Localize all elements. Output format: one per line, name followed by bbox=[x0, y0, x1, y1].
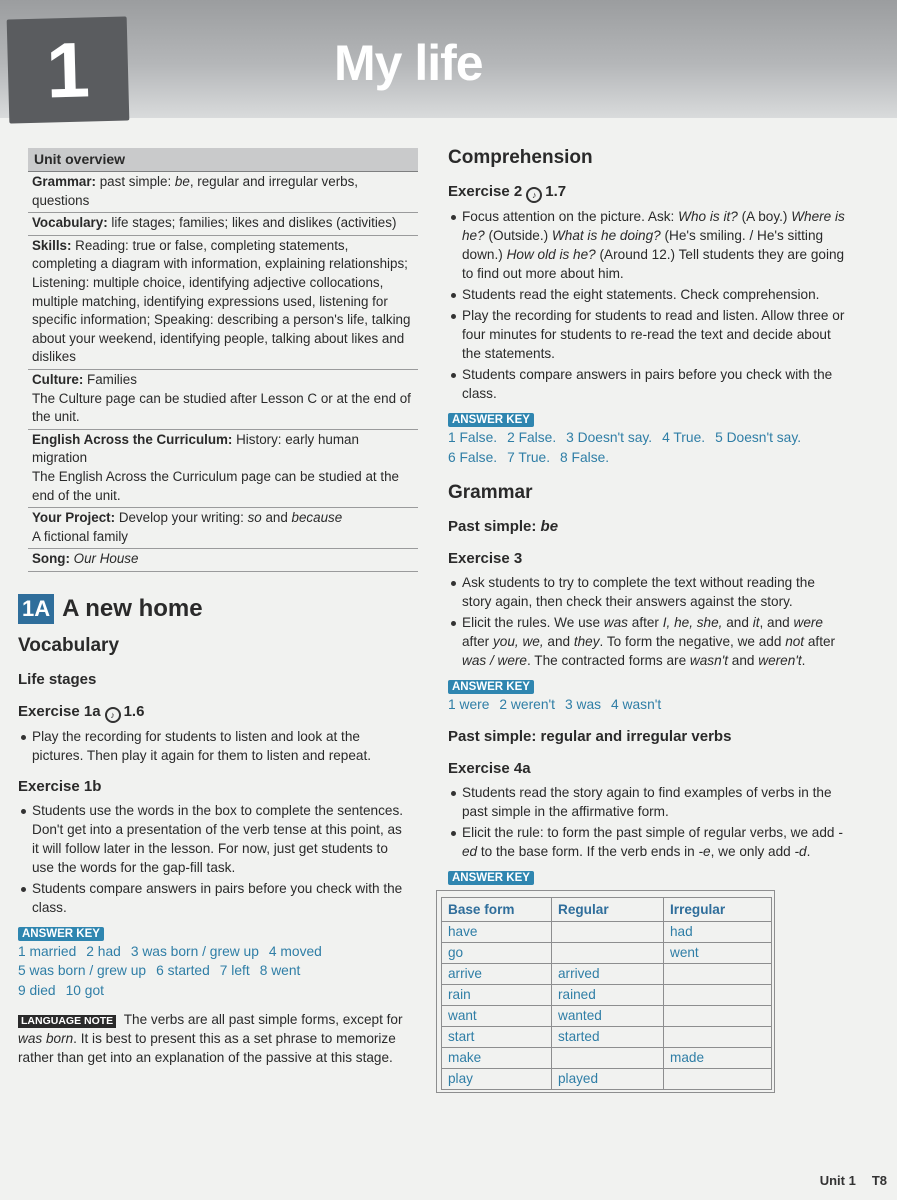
table-row bbox=[442, 921, 772, 942]
verb-forms-table bbox=[441, 897, 772, 1090]
exercise-1b-bullets bbox=[18, 801, 410, 917]
answer-key-label: ANSWER KEY bbox=[448, 413, 534, 427]
exercise-3-title: Exercise 3 bbox=[448, 550, 523, 567]
list-item: Students compare answers in pairs before you check with the class. bbox=[18, 879, 410, 917]
footer-page-number: T8 bbox=[871, 1173, 887, 1188]
list-item: Students read the story again to find examples of verbs in the past simple in the affirmative form. bbox=[448, 783, 848, 821]
answer-key-line: 1 were 2 weren't 3 was 4 wasn't bbox=[448, 697, 662, 712]
exercise-1b-title: Exercise 1b bbox=[18, 777, 102, 795]
list-item: Play the recording for students to listen and look at the pictures. Then play it again for them to listen and repeat. bbox=[18, 727, 410, 765]
exercise-2-title: Exercise 2 ♪ 1.7 bbox=[448, 182, 848, 203]
comprehension-heading: Comprehension bbox=[448, 147, 593, 168]
list-item: Students read the eight statements. Check comprehension. bbox=[448, 285, 848, 304]
answer-key-line: 6 False. 7 True. 8 False. bbox=[448, 449, 610, 465]
page-footer bbox=[804, 1171, 887, 1190]
table-cell: make bbox=[442, 1047, 552, 1068]
table-cell bbox=[552, 942, 664, 963]
table-cell: wanted bbox=[552, 1005, 664, 1026]
table-cell bbox=[664, 984, 772, 1005]
table-cell: have bbox=[442, 921, 552, 942]
table-cell: want bbox=[442, 1005, 552, 1026]
audio-icon: ♪ bbox=[526, 187, 542, 203]
exercise-1a-title: Exercise 1a ♪ 1.6 bbox=[18, 702, 410, 723]
section-1a-heading bbox=[18, 594, 410, 624]
overview-grammar: Grammar: past simple: be, regular and irregular verbs, questions bbox=[28, 172, 418, 213]
section-badge: 1A bbox=[18, 594, 54, 624]
verb-table-frame bbox=[436, 890, 775, 1093]
exercise-4a-title: Exercise 4a bbox=[448, 759, 531, 777]
past-simple-regular-heading: Past simple: regular and irregular verbs bbox=[448, 727, 732, 745]
list-item: Focus attention on the picture. Ask: Who is it? (A boy.) Where is he? (Outside.) What is he doing? (He's smiling. / He's sitting down.) How old is he? (Around 12.) Tell students they are going to find out more about him. bbox=[448, 207, 848, 283]
table-row bbox=[442, 963, 772, 984]
table-cell bbox=[664, 963, 772, 984]
overview-heading: Unit overview bbox=[28, 148, 418, 172]
language-note-label: LANGUAGE NOTE bbox=[18, 1015, 116, 1028]
grammar-heading: Grammar bbox=[448, 482, 533, 503]
overview-eac: English Across the Curriculum: History: early human migration The English Across the Curriculum page can be studied at the end of the unit. bbox=[28, 430, 418, 508]
overview-culture: Culture: Families The Culture page can be studied after Lesson C or at the end of the unit. bbox=[28, 370, 418, 430]
answer-key-label: ANSWER KEY bbox=[448, 871, 534, 885]
exercise-2-bullets bbox=[448, 207, 848, 403]
footer-unit: Unit 1 bbox=[819, 1173, 856, 1188]
table-row bbox=[442, 1047, 772, 1068]
table-cell: arrive bbox=[442, 963, 552, 984]
table-header-row bbox=[442, 897, 772, 921]
table-row bbox=[442, 1026, 772, 1047]
table-cell bbox=[664, 1068, 772, 1089]
left-column bbox=[18, 148, 410, 1067]
list-item: Elicit the rules. We use was after I, he, she, and it, and were after you, we, and they. To form the negative, we add not after was / were. The contracted forms are wasn't and weren't. bbox=[448, 613, 848, 670]
past-simple-be-heading: Past simple: be bbox=[448, 518, 559, 535]
exercise-1a-bullets bbox=[18, 727, 410, 765]
answer-key-line: 9 died 10 got bbox=[18, 982, 104, 998]
list-item: Students use the words in the box to complete the sentences. Don't get into a presentation of the verb tense at this point, as it will follow later in the lesson. For now, just get students to use the words for the gap-fill task. bbox=[18, 801, 410, 877]
table-cell bbox=[664, 1026, 772, 1047]
table-cell: start bbox=[442, 1026, 552, 1047]
table-header-cell: Irregular bbox=[664, 897, 772, 921]
answer-key-label: ANSWER KEY bbox=[18, 927, 104, 941]
list-item: Ask students to try to complete the text without reading the story again, then check their answers against the story. bbox=[448, 573, 848, 611]
exercise-4a-bullets bbox=[448, 783, 848, 861]
language-note: LANGUAGE NOTE The verbs are all past simple forms, except for was born. It is best to present this as a set phrase to memorize rather than get into an explanation of the passive at this stage. bbox=[18, 1012, 403, 1066]
overview-project: Your Project: Develop your writing: so and because A fictional family bbox=[28, 508, 418, 549]
exercise-3-bullets bbox=[448, 573, 848, 670]
table-header-cell: Regular bbox=[552, 897, 664, 921]
list-item: Elicit the rule: to form the past simple of regular verbs, we add -ed to the base form. If the verb ends in -e, we only add -d. bbox=[448, 823, 848, 861]
table-cell: rain bbox=[442, 984, 552, 1005]
table-row bbox=[442, 1005, 772, 1026]
table-cell: had bbox=[664, 921, 772, 942]
overview-vocabulary: Vocabulary: life stages; families; likes and dislikes (activities) bbox=[28, 213, 418, 236]
table-cell bbox=[552, 1047, 664, 1068]
overview-song: Song: Our House bbox=[28, 549, 418, 572]
table-header-cell: Base form bbox=[442, 897, 552, 921]
list-item: Play the recording for students to read and listen. Allow three or four minutes for students to re-read the text and decide about the statements. bbox=[448, 306, 848, 363]
unit-title: My life bbox=[334, 35, 483, 91]
table-cell: made bbox=[664, 1047, 772, 1068]
audio-icon: ♪ bbox=[105, 707, 121, 723]
table-cell: played bbox=[552, 1068, 664, 1089]
table-cell: go bbox=[442, 942, 552, 963]
answer-key-line: 5 was born / grew up 6 started 7 left 8 went bbox=[18, 963, 301, 979]
table-cell: started bbox=[552, 1026, 664, 1047]
life-stages-heading: Life stages bbox=[18, 670, 97, 688]
unit-number-badge: 1 bbox=[7, 16, 130, 123]
table-cell bbox=[664, 1005, 772, 1026]
table-cell bbox=[552, 921, 664, 942]
section-title: A new home bbox=[62, 594, 203, 622]
unit-overview-box bbox=[28, 148, 418, 572]
table-cell: arrived bbox=[552, 963, 664, 984]
table-cell: rained bbox=[552, 984, 664, 1005]
table-row bbox=[442, 1068, 772, 1089]
overview-skills: Skills: Reading: true or false, completing statements, completing a diagram with information, explaining relationships; Listening: multiple choice, identifying adjective collocations, multiple matching, identifying expressions used, listening for specific information; Speaking: describing a person's life, talking about your weekend, identifying people, talking about likes and dislikes bbox=[28, 236, 418, 370]
answer-key-line: 1 married 2 had 3 was born / grew up 4 moved bbox=[18, 943, 322, 959]
table-cell: play bbox=[442, 1068, 552, 1089]
table-cell: went bbox=[664, 942, 772, 963]
right-column bbox=[448, 140, 848, 1098]
answer-key-label: ANSWER KEY bbox=[448, 680, 534, 694]
answer-key-line: 1 False. 2 False. 3 Doesn't say. 4 True. 5 Doesn't say. bbox=[448, 430, 802, 445]
vocabulary-heading: Vocabulary bbox=[18, 634, 120, 656]
list-item: Students compare answers in pairs before you check with the class. bbox=[448, 365, 848, 403]
table-row bbox=[442, 942, 772, 963]
table-row bbox=[442, 984, 772, 1005]
